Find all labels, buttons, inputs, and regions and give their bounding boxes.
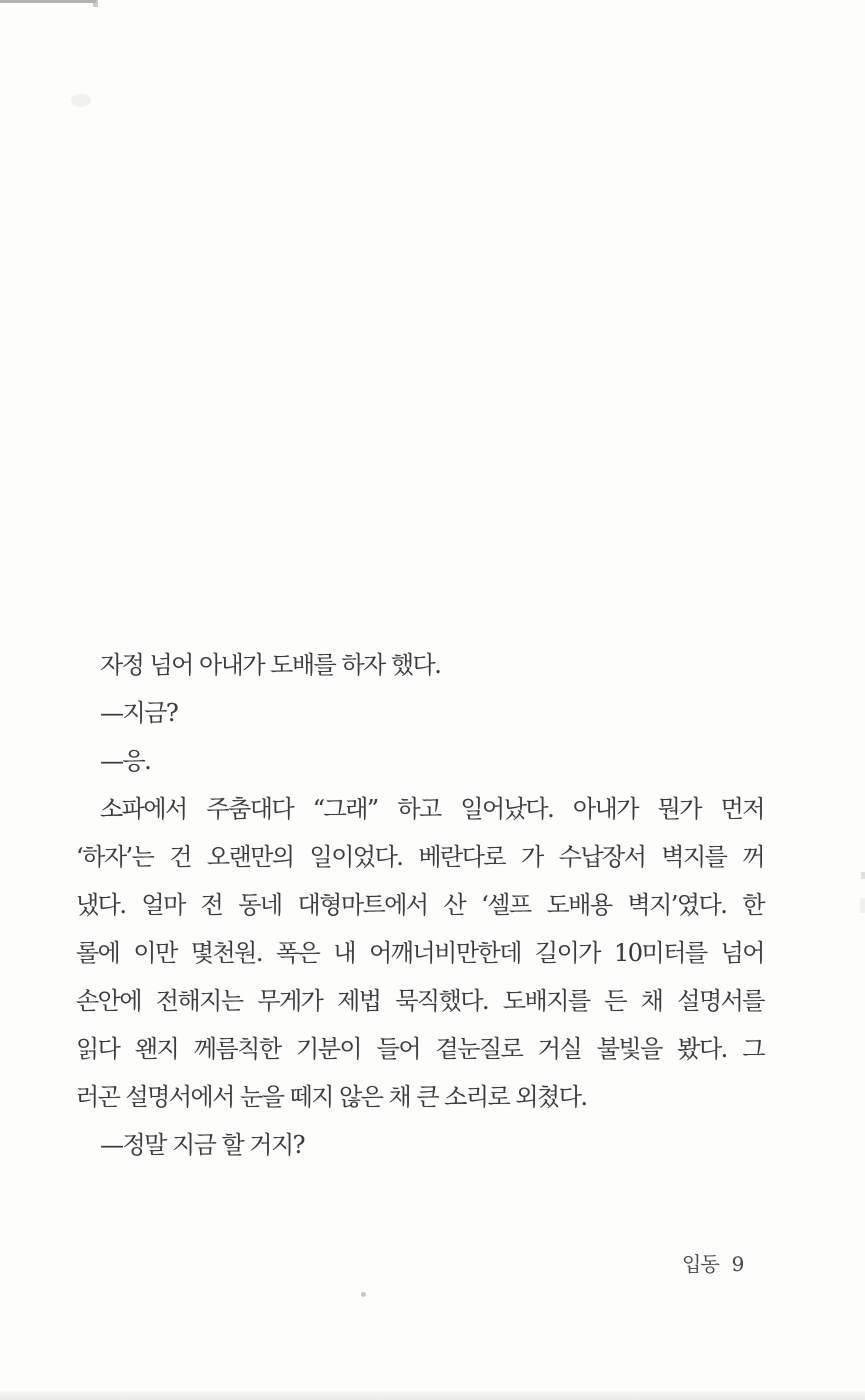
text-line: 러곤 설명서에서 눈을 떼지 않은 채 큰 소리로 외쳤다. [76, 1083, 587, 1111]
text-line: 손안에 전해지는 무게가 제법 묵직했다. 도배지를 든 채 설명서를 [76, 987, 764, 1015]
scan-artifact-smudge [71, 94, 91, 107]
text-line: 읽다 왠지 께름칙한 기분이 들어 곁눈질로 거실 불빛을 봤다. 그 [76, 1035, 764, 1063]
text-line: 소파에서 주춤대다 “그래” 하고 일어났다. 아내가 뭔가 먼저 [100, 795, 764, 823]
text-line: —지금? [100, 699, 178, 727]
page-footer [682, 1248, 743, 1277]
scan-artifact-top-edge-line [0, 0, 96, 3]
page-body-text [76, 641, 764, 1169]
page-number: 9 [731, 1252, 744, 1276]
running-title: 입동 [682, 1252, 719, 1276]
text-line: 자정 넘어 아내가 도배를 하자 했다. [100, 651, 441, 679]
scan-artifact-right-speck [861, 872, 865, 879]
text-line: 냈다. 얼마 전 동네 대형마트에서 산 ‘셀프 도배용 벽지’였다. 한 [76, 891, 764, 919]
text-line: —정말 지금 할 거지? [100, 1131, 305, 1159]
scan-artifact-top-edge-tick [93, 0, 98, 7]
scan-artifact-bottom-band [0, 1391, 865, 1400]
scan-artifact-right-speck [860, 898, 865, 913]
scan-artifact-speck [361, 1292, 366, 1297]
text-line: —응. [100, 747, 151, 775]
text-line: ‘하자’는 건 오랜만의 일이었다. 베란다로 가 수납장서 벽지를 꺼 [76, 843, 764, 871]
text-line: 롤에 이만 몇천원. 폭은 내 어깨너비만한데 길이가 10미터를 넘어 [76, 939, 764, 967]
